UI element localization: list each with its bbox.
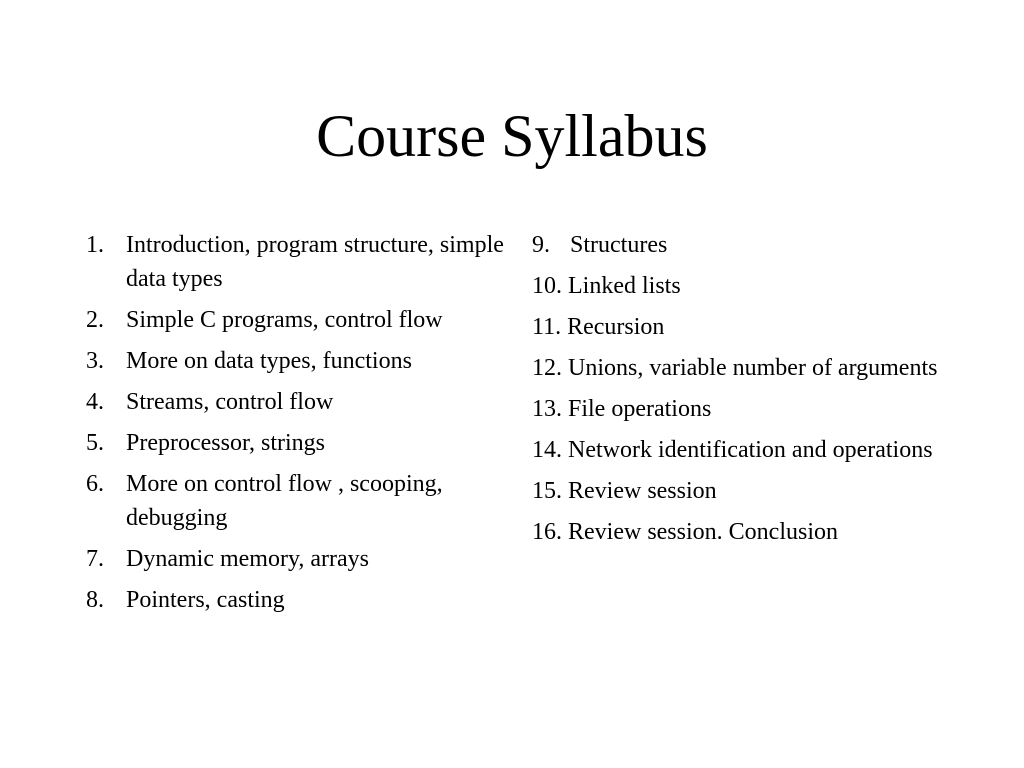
list-item	[86, 228, 506, 296]
list-item	[532, 310, 952, 344]
item-number: 16.	[532, 519, 562, 545]
list-item	[532, 351, 952, 385]
list-item	[532, 392, 952, 426]
list-item	[532, 228, 952, 262]
item-number: 7.	[86, 546, 104, 572]
item-number: 5.	[86, 430, 104, 456]
item-text: File operations	[568, 396, 712, 422]
item-text: Introduction, program structure, simple data types	[126, 232, 504, 292]
item-number: 9.	[532, 232, 550, 258]
item-text: Simple C programs, control flow	[126, 307, 443, 333]
item-number: 6.	[86, 471, 104, 497]
item-number: 2.	[86, 307, 104, 333]
list-item	[532, 433, 952, 467]
item-text: Streams, control flow	[126, 389, 334, 415]
item-text: More on data types, functions	[126, 348, 412, 374]
item-number: 15.	[532, 478, 562, 504]
item-number: 10.	[532, 273, 562, 299]
item-text: Dynamic memory, arrays	[126, 546, 370, 572]
list-item	[86, 467, 506, 535]
item-number: 13.	[532, 396, 562, 422]
list-item	[86, 385, 506, 419]
item-text: Structures	[570, 232, 668, 258]
item-text: Unions, variable number of arguments	[568, 355, 938, 381]
list-item	[86, 583, 506, 617]
item-text: Preprocessor, strings	[126, 430, 326, 456]
syllabus-list-left	[86, 228, 506, 624]
slide-title: Course Syllabus	[316, 103, 708, 169]
item-text: Linked lists	[568, 273, 681, 299]
list-item	[532, 474, 952, 508]
syllabus-list-right	[532, 228, 952, 556]
list-item	[86, 426, 506, 460]
item-text: Review session. Conclusion	[568, 519, 838, 545]
item-number: 1.	[86, 232, 104, 258]
list-item	[86, 542, 506, 576]
item-number: 12.	[532, 355, 562, 381]
item-text: More on control flow , scooping, debugging	[126, 471, 443, 531]
item-text: Recursion	[567, 314, 665, 340]
list-item	[532, 269, 952, 303]
list-item	[86, 303, 506, 337]
item-text: Pointers, casting	[126, 587, 285, 613]
list-item	[532, 515, 952, 549]
item-number: 11.	[532, 314, 562, 340]
item-number: 8.	[86, 587, 104, 613]
item-text: Network identification and operations	[568, 437, 933, 463]
item-number: 3.	[86, 348, 104, 374]
item-number: 14.	[532, 437, 562, 463]
item-number: 4.	[86, 389, 104, 415]
item-text: Review session	[568, 478, 717, 504]
list-item	[86, 344, 506, 378]
